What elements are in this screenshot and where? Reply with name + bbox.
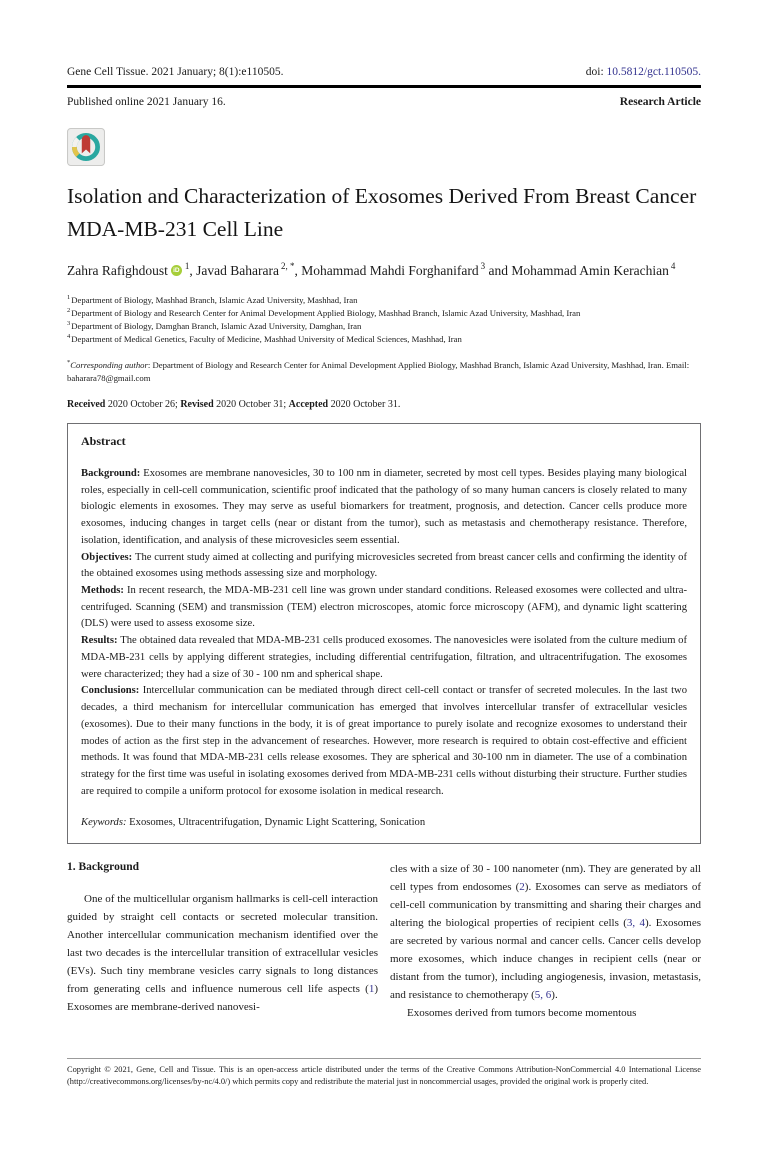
- objectives-text: The current study aimed at collecting and purifying microvesicles secreted from breast cancer cells and confirming the identity of the obtained exosomes using methods assessing size and morphology.: [81, 551, 687, 580]
- affiliation-3: [67, 320, 701, 333]
- corresponding-author-note: [67, 359, 701, 385]
- left-column: [67, 861, 378, 1022]
- author-superscript-4: 4: [670, 261, 676, 272]
- corresponding-star: *: [67, 358, 71, 366]
- published-row: [67, 96, 701, 108]
- body-paragraph-2: Exosomes derived from tumors become momentous: [407, 1006, 637, 1019]
- conclusions-text: Intercellular communication can be mediated through direct cell-cell contact or transfer of secreted molecules. In the last two decades, a third mechanism for intercellular communication has emerged that involves intercellular transfer of extracellular vesicles (exosomes). Due to their many functions in the body, it is of great importance to purely isolate and recognize exosomes to understand their modes of action as the first step in the advancement of researches. However, more research is required to obtain cost-effective and efficient methods. It was found that MDA-MB-231 cells release exosomes. They are spherical and 30-100 nm in diameter. The use of a combination strategy for the first time was useful in isolating exosomes derived from MDA-MB-231 cells without disturbing their structure. Further studies are required to compile a uniform protocol for exosome isolation in medical research.: [81, 685, 687, 797]
- affiliation-number-4: 4: [67, 332, 71, 340]
- journal-citation: Gene Cell Tissue. 2021 January; 8(1):e110505.: [67, 66, 284, 78]
- received-label: Received: [67, 398, 106, 410]
- citation-link-1[interactable]: 1: [368, 982, 375, 995]
- paragraph-text: ). Exosomes can serve as mediators of cell-cell communication by transmitting and sharing their charges and altering the biological properties of recipient cells (: [390, 881, 701, 930]
- author-list: [67, 261, 701, 282]
- affiliation-1: [67, 294, 701, 307]
- citation-link-2[interactable]: 2: [519, 881, 525, 894]
- paragraph-text: ).: [551, 988, 558, 1001]
- email-link[interactable]: baharara78@gmail.com: [67, 372, 151, 383]
- affiliation-text-4: Department of Medical Genetics, Faculty of Medicine, Mashhad University of Medical Sciences, Mashhad, Iran: [71, 333, 462, 344]
- article-dates: [67, 399, 701, 410]
- journal-logo-icon: [67, 128, 105, 166]
- doi-block: [586, 66, 701, 78]
- affiliation-number-1: 1: [67, 293, 71, 301]
- journal-header-row: [67, 66, 701, 78]
- corresponding-label: Corresponding author: [70, 359, 148, 370]
- doi-link[interactable]: 10.5812/gct.110505.: [606, 66, 701, 78]
- author-superscript-1: 1: [184, 261, 190, 272]
- author-superscript-2: 2, *: [280, 261, 295, 272]
- author-name-1: Zahra Rafighdoust: [67, 262, 168, 278]
- citation-link-5-6[interactable]: 5, 6: [534, 988, 552, 1001]
- methods-label: Methods:: [81, 584, 127, 596]
- author-superscript-3: 3: [480, 261, 486, 272]
- affiliation-text-1: Department of Biology, Mashhad Branch, Islamic Azad University, Mashhad, Iran: [71, 294, 358, 305]
- keywords-label: Keywords:: [81, 816, 130, 828]
- objectives-label: Objectives:: [81, 551, 135, 563]
- affiliation-text-3: Department of Biology, Damghan Branch, Islamic Azad University, Damghan, Iran: [71, 320, 362, 331]
- affiliation-number-3: 3: [67, 319, 71, 327]
- header-divider: [67, 85, 701, 88]
- author-name-2: Javad Baharara: [196, 262, 279, 278]
- received-date: 2020 October 26;: [105, 398, 181, 410]
- abstract-background: [81, 466, 687, 550]
- body-columns: [67, 861, 701, 1022]
- right-column: [390, 861, 701, 1022]
- author-name-3: Mohammad Mahdi Forghanifard: [301, 262, 479, 278]
- article-type-label: Research Article: [619, 96, 701, 108]
- affiliation-number-2: 2: [67, 306, 71, 314]
- author-separator: ,: [294, 262, 302, 278]
- doi-prefix: doi:: [585, 66, 607, 78]
- background-label: Background:: [81, 467, 144, 479]
- paragraph-text: ). Exosomes are secreted by various normal and cancer cells. Cancer cells develop more exosomes, which induce changes in recipient cells (near or distant from the tumor), including angiogenesis, invasion, metastasis, and resistance to chemotherapy (: [390, 917, 701, 1001]
- keywords-line: [81, 815, 687, 832]
- conclusions-label: Conclusions:: [81, 685, 143, 697]
- results-text: The obtained data revealed that MDA-MB-231 cells produced exosomes. The nanovesicles were isolated from the culture medium of MDA-MB-231 cells by applying different strategies, including differential centrifugation, filtration, and ultracentrifugation. The exosomes were characterized; they had a size of 30 - 100 nm and spherical shape.: [81, 635, 687, 680]
- accepted-date: 2020 October 31.: [328, 398, 401, 410]
- article-title: Isolation and Characterization of Exosomes Derived From Breast Cancer MDA-MB-231 Cell Line: [67, 184, 697, 242]
- abstract-objectives: [81, 550, 687, 583]
- affiliation-list: [67, 294, 701, 346]
- paragraph-text: One of the multicellular organism hallmarks is cell-cell interaction guided by straight cell contacts or secreted molecular transition. Another intercellular communication mechanism identified over the last two decades is the intercellular transition of extracellular vesicles (EVs). Such tiny membrane vesicles carry signals to long distances from generating cells and influence numerous cell life aspects (: [67, 893, 378, 995]
- body-paragraph-1: [67, 891, 378, 1016]
- section-heading-background: 1. Background: [67, 861, 140, 874]
- abstract-methods: [81, 583, 687, 633]
- abstract-heading: Abstract: [81, 433, 126, 448]
- paragraph-text: cles with a size of 30 - 100 nanometer (nm). They are generated by all cell types from endosomes (: [390, 863, 701, 894]
- abstract-results: [81, 633, 687, 683]
- corresponding-text: : Department of Biology and Research Center for Animal Development Applied Biology, Mashhad Branch, Islamic Azad University, Mashhad, Iran. Email:: [147, 359, 690, 370]
- keywords-text: Exosomes, Ultracentrifugation, Dynamic Light Scattering, Sonication: [129, 816, 426, 828]
- paragraph-text: ) Exosomes are membrane-derived nanovesi-: [67, 982, 378, 1013]
- accepted-label: Accepted: [288, 398, 329, 410]
- results-label: Results:: [81, 635, 121, 647]
- citation-link-3-4[interactable]: 3, 4: [626, 917, 646, 930]
- published-online-date: Published online 2021 January 16.: [67, 96, 226, 108]
- author-separator: and: [485, 262, 512, 278]
- revised-label: Revised: [180, 398, 214, 410]
- copyright-notice: Copyright © 2021, Gene, Cell and Tissue. This is an open-access article distributed under the terms of the Creative Commons Attribution-NonCommercial 4.0 International License (http://creativecommons.org/licenses/by-nc/4.0/) which permits copy and redistribute the material just in noncommercial usages, provided the original work is properly cited.: [67, 1065, 701, 1087]
- body-paragraph-1-continued: [390, 861, 701, 1004]
- affiliation-4: [67, 333, 701, 346]
- affiliation-text-2: Department of Biology and Research Center for Animal Development Applied Biology, Mashhad Branch, Islamic Azad University, Mashhad, Iran: [71, 307, 581, 318]
- revised-date: 2020 October 31;: [213, 398, 289, 410]
- abstract-box: [67, 423, 701, 844]
- orcid-icon[interactable]: iD: [171, 265, 182, 276]
- author-name-4: Mohammad Amin Kerachian: [511, 262, 669, 278]
- author-separator: ,: [189, 262, 197, 278]
- affiliation-2: [67, 307, 701, 320]
- methods-text: In recent research, the MDA-MB-231 cell line was grown under standard conditions. Released exosomes were collected and ultra-centrifuged. Scanning (SEM) and transmission (TEM) electron microscopes, atomic force microscopy (AFM), and dynamic light scattering (DLS) were used to assess exosome size.: [81, 584, 687, 630]
- copyright-footer: [67, 1058, 701, 1088]
- abstract-conclusions: [81, 683, 687, 800]
- background-text: Exosomes are membrane nanovesicles, 30 to 100 nm in diameter, secreted by most cell types. Besides playing many biological roles, especially in cell-cell communication, scientific proof indicated that the pathology of so many human cancers is closely related to many biologic elements in exosomes. They may serve as useful biomarkers for treatment, prognosis, and detection. Cancer cells produce more exosomes, inducing changes in target cells (near or distant from the tumor), such as metastasis and chemotherapy resistance. Therefore, isolation, identification, and analysis of these microvesicles seem essential.: [81, 467, 688, 546]
